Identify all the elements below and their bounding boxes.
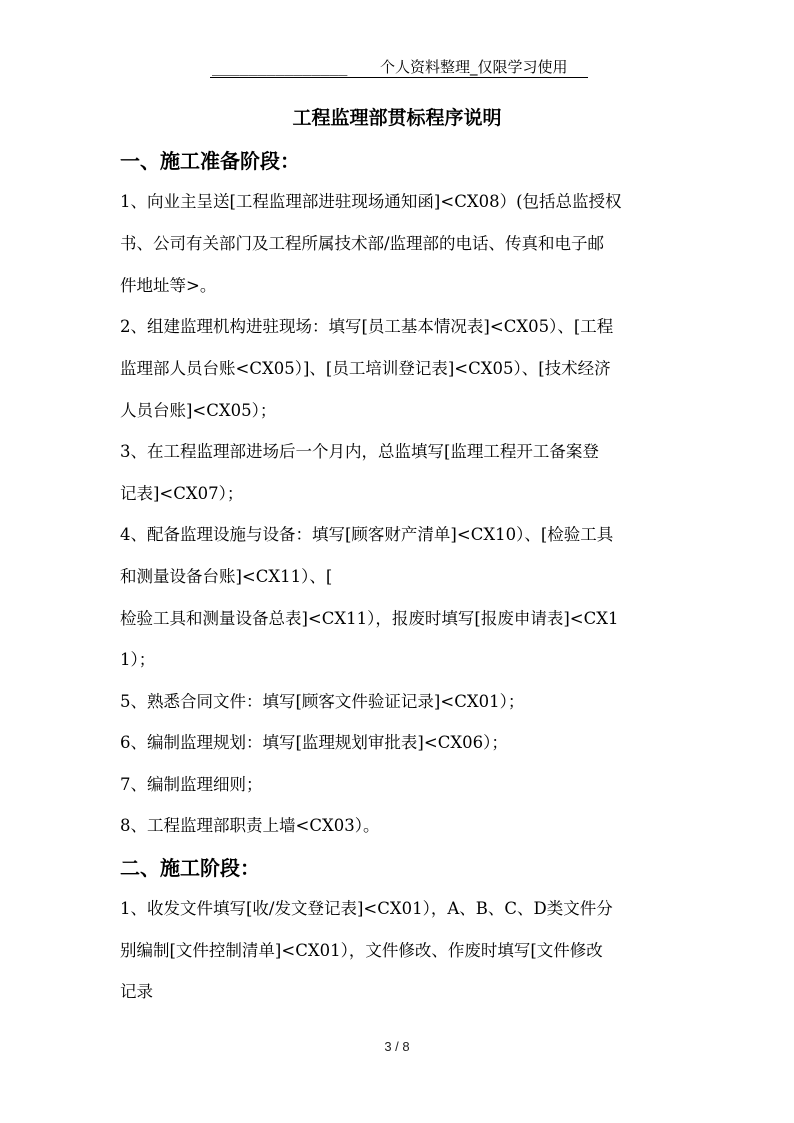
paragraph-line: 3、在工程监理部进场后一个月内，总监填写[监理工程开工备案登 — [120, 442, 599, 461]
page-number: 3 / 8 — [384, 1039, 410, 1054]
paragraph-line: 1）； — [120, 650, 156, 669]
paragraph-line: 书、公司有关部门及工程所属技术部/监理部的电话、传真和电子邮 — [120, 234, 605, 253]
paragraph-line: 1、向业主呈送[工程监理部进驻现场通知函]<CX08）(包括总监授权 — [120, 192, 622, 211]
paragraph-line: 5、熟悉合同文件：填写[顾客文件验证记录]<CX01）； — [120, 692, 525, 711]
paragraph-line: 检验工具和测量设备总表]<CX11），报废时填写[报废申请表]<CX1 — [120, 609, 619, 628]
paragraph-line: 4、配备监理设施与设备：填写[顾客财产清单]<CX10）、[检验工具 — [120, 525, 614, 544]
paragraph-line: 监理部人员台账<CX05）]、[员工培训登记表]<CX05）、[技术经济 — [120, 359, 611, 378]
paragraph-line: 别编制[文件控制清单]<CX01），文件修改、作废时填写[文件修改 — [120, 941, 603, 960]
paragraph-line: 和测量设备台账]<CX11）、[ — [120, 567, 333, 586]
paragraph-line: 7、编制监理细则； — [120, 775, 263, 794]
paragraph-line: 8、工程监理部职责上墙<CX03）。 — [120, 816, 380, 835]
paragraph-line: 2、组建监理机构进驻现场：填写[员工基本情况表]<CX05）、[工程 — [120, 317, 614, 336]
header-rule — [210, 77, 588, 78]
paragraph-line: 1、收发文件填写[收/发文登记表]<CX01），A、B、C、D类文件分 — [120, 899, 613, 918]
paragraph-line: 6、编制监理规划：填写[监理规划审批表]<CX06）； — [120, 733, 508, 752]
document-title: 工程监理部贯标程序说明 — [292, 107, 502, 129]
header-text: 个人资料整理_仅限学习使用 — [380, 58, 568, 76]
paragraph-line: 记表]<CX07）； — [120, 484, 244, 503]
section-heading: 一、施工准备阶段： — [120, 149, 300, 173]
page-header — [210, 56, 590, 80]
paragraph-line: 记录 — [120, 982, 153, 1001]
header-underline-dashes: _______________ — [212, 58, 348, 76]
paragraph-line: 件地址等>。 — [120, 276, 217, 295]
section-heading: 二、施工阶段： — [120, 856, 260, 880]
paragraph-line: 人员台账]<CX05）； — [120, 401, 277, 420]
